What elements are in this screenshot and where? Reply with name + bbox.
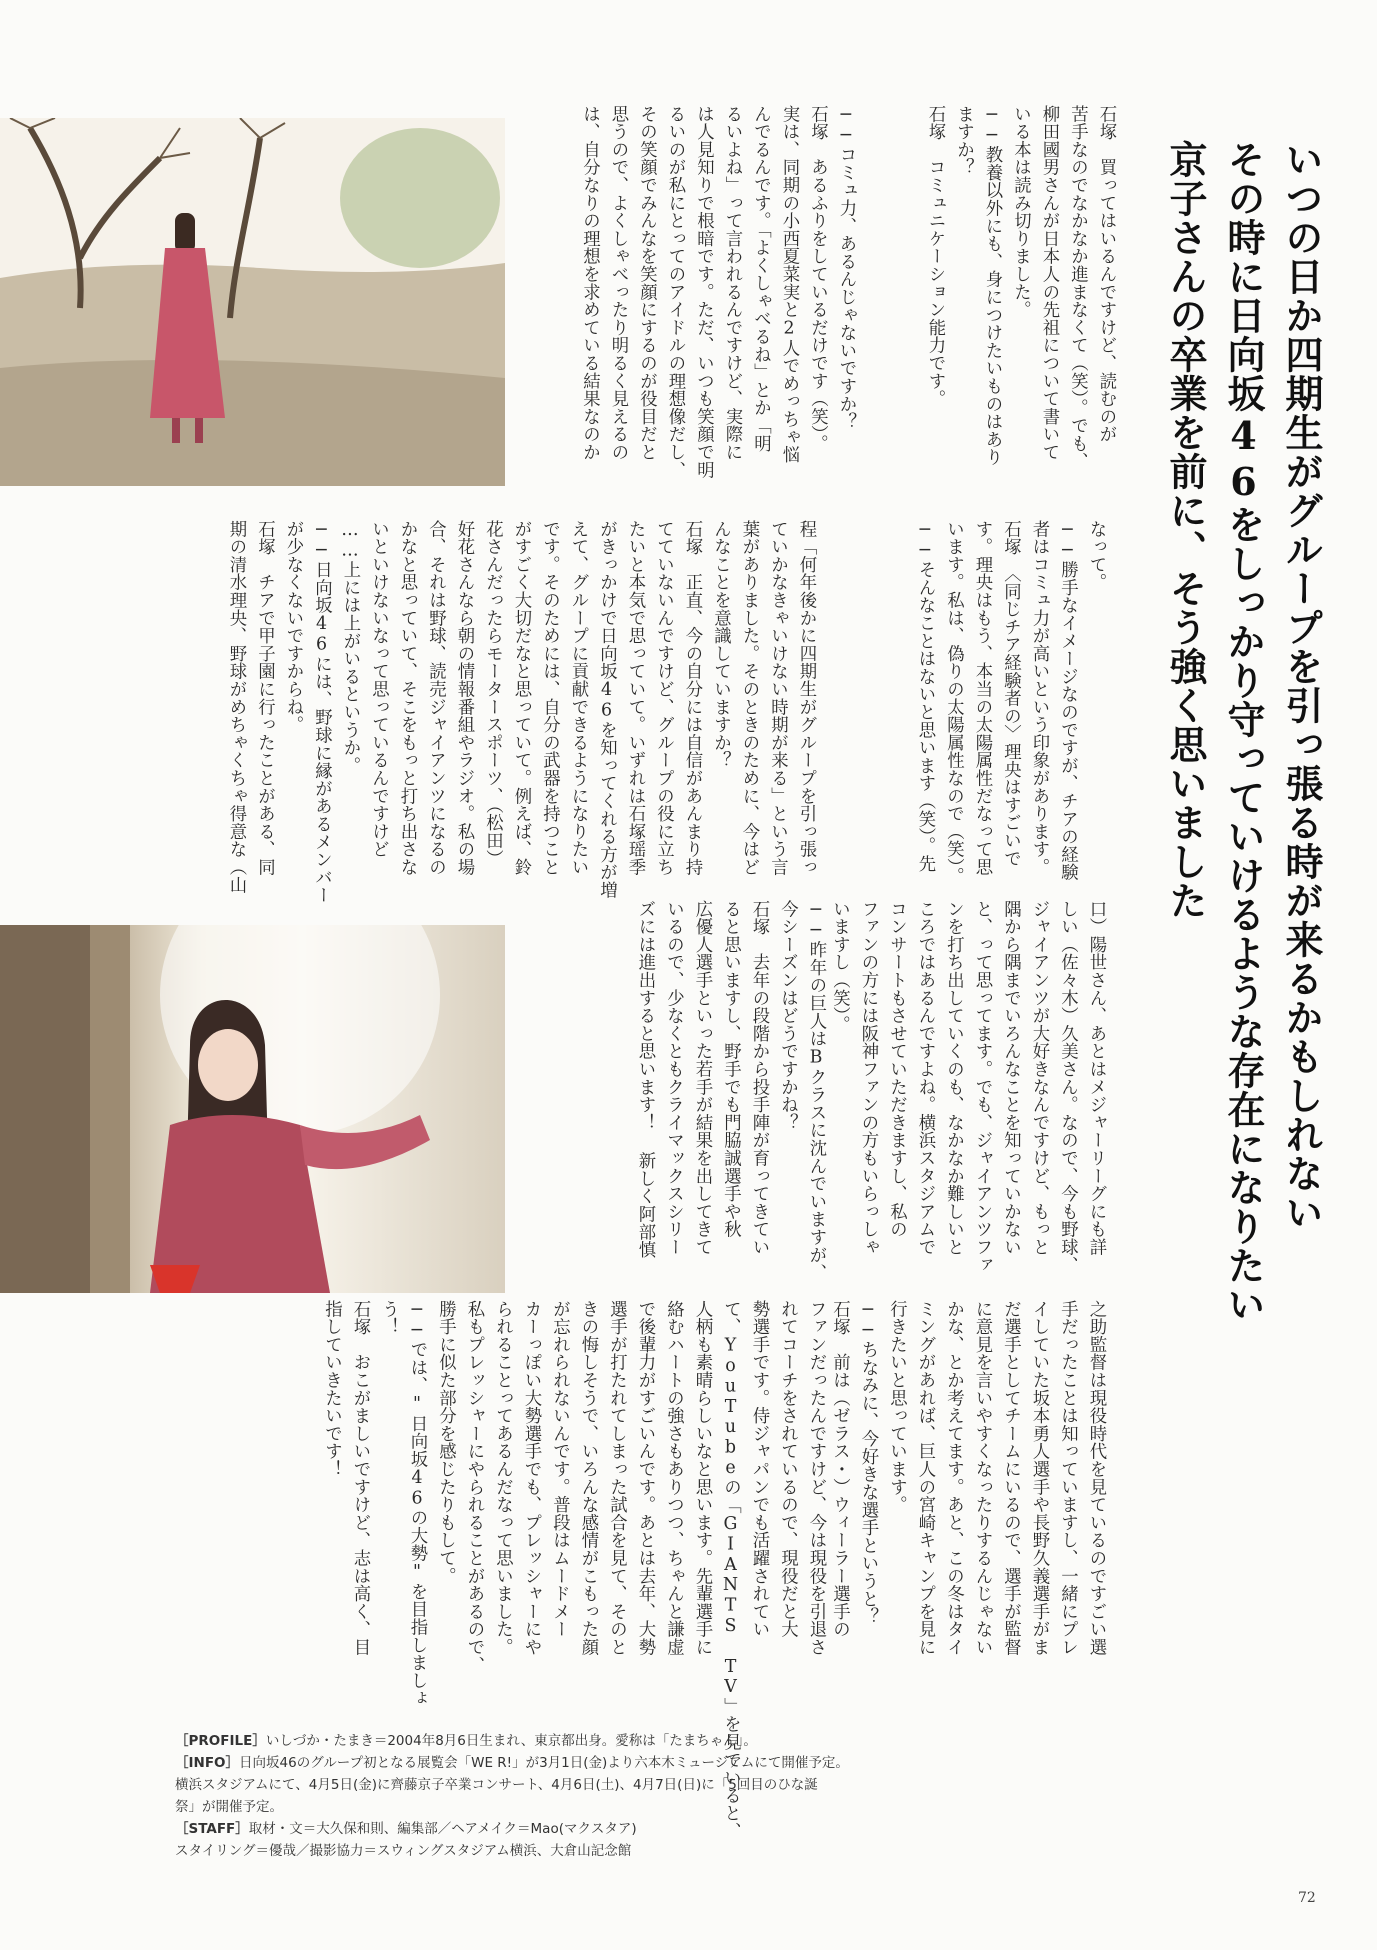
profile-tag: ［PROFILE］ [175,1733,266,1749]
text-line: 実は、同期の小西夏菜実と2人でめっちゃ悩 [779,105,799,464]
staff-line-2: スタイリング＝優哉／撮影協力＝スウィングスタジアム横浜、大倉山記念館 [175,1843,632,1859]
text-block-low-left [520,900,830,1280]
photo-bottom-illustration [0,925,505,1293]
text-line: カーっぽい大勢選手でも、プレッシャーにや [521,1300,541,1656]
text-block-top-right [830,105,1120,510]
text-line: ──昨年の巨人はBクラスに沈んでいますが、 [806,900,826,1282]
text-line: 石塚 正直、今の自分には自信があんまり持 [682,520,702,876]
text-line: 広優人選手といった若手が結果を出してきて [692,900,712,1256]
text-line: いる本は読み切りました。 [1010,105,1031,319]
text-line: 花さんだったらモータースポーツ、（松田） [482,520,503,868]
text-line: 苦手なのでなかなか進まなくて（笑）。でも、 [1067,105,1088,471]
text-line: ファンだったんですけど、今は現役を引退さ [806,1300,826,1656]
text-line: ていかなきゃいけない時期が来る」という言 [767,520,788,876]
staff-line [175,1818,1275,1840]
text-line: 選手が打たれてしまった試合を見て、そのと [606,1300,627,1656]
text-line: 口）陽世さん、あとはメジャーリーグにも詳 [1086,900,1106,1256]
text-line: ──教養以外にも、身につけたいものはあり [982,105,1002,467]
text-line: ミングがあれば、巨人の宮崎キャンプを見に [915,1300,935,1656]
text-block-top-left [520,105,860,510]
text-line: ……上には上がいるというか。 [340,520,360,775]
text-line: 好花さんなら朝の情報番組やラジオ。私の場 [454,520,474,876]
text-line: がきっかけで日向坂46を知ってくれる方が増 [596,520,617,899]
text-line: 勝手に似た部分を感じたりもして。 [435,1300,456,1585]
info-tag: ［INFO］ [175,1755,240,1771]
text-line: るいのが私にとってのアイドルの理想像だし、 [665,105,685,479]
text-line: 指していきたいです！ [321,1300,342,1478]
text-line: るいよね」って言われるんですけど、実際に [722,105,742,461]
headline-line-1: いつの日か四期生がグループを引っ張る時が来るかもしれない [1279,140,1324,1232]
text-line: いますし（笑）。 [829,900,850,1034]
text-line: 合、それは野球、読売ジャイアンツになるの [425,520,446,876]
text-line: 柳田國男さんが日本人の先祖について書いて [1039,105,1059,461]
text-line: ジャイアンツが大好きなんですけど、もっと [1029,900,1049,1256]
text-block-low-right [829,900,1110,1280]
text-line: が少なくないですからね。 [283,520,303,734]
text-line: で後輩力がすごいんです。あとは去年、大勢 [635,1300,655,1656]
text-block-bottom-right [829,1300,1110,1670]
text-line: ──そんなことはないと思います（笑）。先 [915,520,935,873]
text-line: ズには進出すると思います！ 新しく阿部慎 [635,900,655,1259]
text-line: う！ [378,1300,399,1336]
text-line: 今シーズンはどうですかね？ [777,900,798,1132]
text-line: ──日向坂46には、野球に縁があるメンバー [311,520,332,905]
headline-line-2: その時に日向坂46をしっかり守っていけるような存在になりたい [1221,140,1266,1324]
text-line: たいと本気で思っていて。いずれは石塚瑶季 [625,520,645,876]
text-line: がすごく大切だなと思っていて。例えば、鈴 [511,520,531,876]
text-line: ──勝手なイメージなのですが、チアの経験 [1057,520,1078,882]
text-line: 石塚 おこがましいですけど、志は高く、目 [350,1300,370,1656]
text-line: 私もプレッシャーにやられることがあるので、 [464,1300,484,1674]
text-line: ますか？ [953,105,974,177]
text-line: います。私は、偽りの太陽属性なので（笑）。 [943,520,964,886]
text-line: 勢選手です。侍ジャパンでも活躍されてい [749,1300,769,1639]
headline [1150,140,1330,1324]
text-line: 石塚 コミュニケーション能力です。 [925,105,945,408]
text-line: かなと思っていて、そこをもっと打ち出さな [397,520,417,876]
text-line: は、自分なりの理想を求めている結果なのか [579,105,600,461]
text-line: ──コミュ力、あるんじゃないですか？ [836,105,856,431]
text-line: 石塚 チアで甲子園に行ったことがある、同 [254,520,275,876]
text-line: 石塚 買ってはいるんですけど、読むのが [1096,105,1116,444]
text-line: 者はコミュ力が高いという印象があります。 [1029,520,1049,876]
profile-line [175,1730,1275,1752]
text-line: ると思いますし、野手でも門脇誠選手や秋 [720,900,741,1239]
text-line: ──ちなみに、今好きな選手というと？ [858,1300,878,1626]
headline-line-3: 京子さんの卒業を前に、そう強く思いました [1163,140,1208,920]
text-line: きの悔しそうで、いろんな感情がこもった顔 [578,1300,598,1656]
text-line: ファンの方には阪神ファンの方もいらっしゃ [858,900,878,1256]
text-line: てていないんですけど、グループの役に立ち [653,520,674,876]
info-line-3: 祭」が開催予定。 [175,1799,283,1815]
info-line [175,1752,1275,1774]
text-line: 行きたいと思っています。 [886,1300,907,1514]
page-number: 72 [1298,1890,1316,1906]
text-line: が忘れられないんです。普段はムードメー [549,1300,570,1639]
text-line: 之助監督は現役時代を見ているのですごい選 [1086,1300,1106,1656]
text-line: いるので、少なくともクライマックスシリー [663,900,684,1256]
text-line: です。そのためには、自分の武器を持つこと [539,520,560,876]
text-line: 石塚 去年の段階から投手陣が育ってきてい [749,900,769,1256]
text-line: 隅から隅までいろんなことを知っていかない [1000,900,1021,1256]
text-line: れてコーチをされているので、現役だと大 [777,1300,798,1639]
text-line: だ選手としてチームにいるので、選手が監督 [1000,1300,1021,1656]
text-line: 石塚 前は（ゼラス・）ウィーラー選手の [829,1300,850,1639]
text-line: 手だったことは知っていますし、一緒にプレ [1057,1300,1078,1656]
text-line: と、って思ってます。でも、ジャイアンツファ [972,900,992,1274]
text-line: て、YouTubeの「GIANTS TV」を見ていると、 [720,1300,741,1840]
text-line: ──では、"日向坂46の大勢"を目指しましょ [407,1300,427,1708]
text-line: 石塚 あるふりをしているだけです（笑）。 [807,105,828,453]
info-footer [175,1730,1275,1862]
text-line: は人見知りで根暗です。ただ、いつも笑顔で明 [693,105,714,479]
text-line: ンを打ち出していくのも、なかなか難しいと [943,900,964,1256]
text-line: なって。 [1086,520,1106,592]
text-line: いといけないなって思っているんですけど [368,520,389,859]
info-text: 日向坂46のグループ初となる展覧会「WE R!」が3月1日(金)より六本木ミュージアムにて開催予定。 [239,1755,849,1771]
text-line: られることってあるんだなって思いました。 [492,1300,513,1656]
profile-text: いしづか・たまき＝2004年8月6日生まれ、東京都出身。愛称は「たまちゃん」。 [265,1733,757,1749]
staff-text: 取材・文＝大久保和則、編集部／ヘアメイク＝Mao(マクスタア) [248,1821,637,1837]
text-line: コンサートもさせていただきますし、私の [886,900,907,1239]
text-line: しい（佐々木）久美さん。なので、今も野球、 [1057,900,1078,1274]
text-line: 葉がありました。そのときのために、今はど [739,520,759,876]
text-block-mid-left [170,520,820,905]
text-line: その笑顔でみんなを笑顔にするのが役目だと [636,105,657,461]
text-line: えて、グループに貢献できるようになりたい [568,520,588,876]
photo-top-illustration [0,118,505,486]
info-line-2: 横浜スタジアムにて、4月5日(金)に齊藤京子卒業コンサート、4月6日(土)、4月7日(日)に「5回目のひな誕 [175,1777,818,1793]
photo-woman-smiling-doorway [0,925,505,1293]
text-block-mid-right [840,520,1110,886]
photo-woman-walking-park [0,118,505,486]
text-line: ころではあるんですよね。横浜スタジアムで [915,900,935,1256]
text-line: かな、とか考えてます。あと、この冬はタイ [943,1300,964,1656]
staff-tag: ［STAFF］ [175,1821,249,1837]
text-line: に意見を言いやすくなったりするんじゃない [972,1300,992,1656]
text-line: 思うので、よくしゃべったり明るく見えるの [608,105,628,461]
text-line: 期の清水理央、野球がめちゃくちゃ得意な（山 [226,520,246,894]
text-line: 石塚 〈同じチア経験者の〉理央はすごいで [1000,520,1021,868]
text-line: んなことを意識していますか？ [710,520,731,770]
text-line: 絡むハートの強さもありつつ、ちゃんと謙虚 [663,1300,684,1656]
text-line: 程「何年後かに四期生がグループを引っ張っ [796,520,816,876]
text-line: イしていた坂本勇人選手や長野久義選手がま [1029,1300,1049,1656]
text-line: 人柄も素晴らしいなと思います。先輩選手に [692,1300,712,1656]
text-line: す。理央はもう、本当の太陽属性だなって思 [972,520,992,876]
text-line: んでるんです。「よくしゃべるね」とか「明 [750,105,771,453]
